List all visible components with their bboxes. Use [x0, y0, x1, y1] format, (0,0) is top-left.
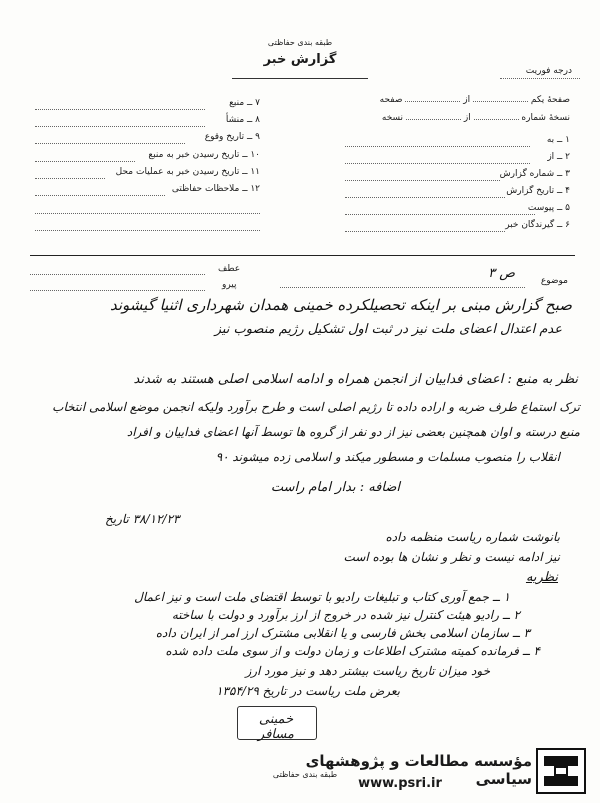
action-item: ۴ ــ فرمانده کمیته مشترک اطلاعات و زمان دولت و از سوی ملت داده شده — [165, 644, 540, 658]
field-attachment: ۵ ــ پیوست — [527, 203, 570, 213]
reference-label: عطف — [218, 264, 241, 274]
field-from: ۲ ــ از — [547, 152, 570, 162]
report-closing: بعرض ملت ریاست در تاریخ ۱۳۵۴/۲۹ — [216, 684, 400, 698]
priority-fill-line — [500, 78, 580, 79]
footer-classification-label: طبقه بندی حفاظتی — [272, 770, 338, 779]
classification-label: طبقه بندی حفاظتی — [267, 38, 333, 47]
report-signoff: اضافه : بدار امام راست — [270, 480, 400, 495]
action-item: ۲ ــ رادیو هیئت کنترل نیز شده در خروج از ارز برآورد و دولت با ساخته — [171, 608, 520, 622]
copy-number-field: نسخهٔ شماره از نسخه — [381, 113, 570, 123]
field-report-date: ۴ ــ تاریخ گزارش — [506, 186, 570, 196]
report-line: منبع درسته و اوان همچنین بعضی نیز از دو نفر از گروه ها توسط آنها اعضای فداییان و افراد — [126, 425, 580, 439]
report-line: ترک استماع طرف ضربه و اراده داده تا رژیم اصلی است و طرح برآورد ولیکه انجمن موضع اسلامی انتخاب — [52, 400, 580, 414]
followup-label: پیرو — [222, 280, 237, 290]
title-underline — [232, 78, 368, 79]
report-line: نظر به منبع : اعضای فداییان از انجمن همراه و ادامه اسلامی اصلی هستند به شدند — [133, 372, 578, 387]
field-source: ۷ ــ منبع — [229, 98, 260, 108]
website-url: www.psri.ir — [358, 776, 442, 791]
action-item: ۱ ــ جمع آوری کتاب و تبلیغات رادیو با توسط اقتضای ملت است و نیز اعمال — [134, 590, 510, 604]
note-reference: ۳۸/۱۲/۲۳ تاریخ — [105, 512, 180, 526]
section-divider — [30, 255, 575, 256]
field-event-date: ۹ ــ تاریخ وقوع — [204, 132, 260, 142]
report-line: عدم اعتدال اعضای ملت نیز در ثبت اول تشکیل رژیم منصوب نیز — [214, 322, 562, 337]
action-item: خود میزان تاریخ ریاست بیشتر دهد و نیز مورد ارز — [245, 664, 490, 678]
action-item: ۳ ــ سازمان اسلامی بخش فارسی و یا انقلابی مشترک ارز امر از ایران داده — [155, 626, 530, 640]
subject-value: ص ۳ — [488, 266, 515, 281]
note-tail: نیز ادامه نیست و نظر و نشان ها بوده است — [343, 550, 560, 564]
stamp-name: خمینی مسافر — [258, 712, 294, 742]
form-title: گزارش خبر — [263, 52, 337, 67]
field-recipients: ۶ ــ گیرندگان خبر — [505, 220, 570, 230]
field-report-number: ۳ ــ شماره گزارش — [499, 169, 570, 179]
priority-label: درجه فوریت — [525, 66, 572, 76]
psri-logo-icon — [536, 748, 586, 794]
note-line: بانوشت شماره ریاست منظمه داده — [385, 530, 560, 544]
subject-label: موضوع — [540, 276, 568, 286]
field-date-to-ops: ۱۱ ــ تاریخ رسیدن خبر به عملیات محل — [115, 167, 260, 177]
report-line: انقلاب را منصوب مسلمات و مسطور میکند و اسلامی زده میشوند ۹۰ — [215, 450, 560, 464]
opinion-header: نظریه — [525, 570, 558, 585]
field-date-to-source: ۱۰ ــ تاریخ رسیدن خبر به منبع — [148, 150, 260, 160]
field-to: ۱ ــ به — [546, 135, 570, 145]
field-security-notes: ۱۲ ــ ملاحظات حفاظتی — [171, 184, 260, 194]
report-line: صبح گزارش مبنی بر اینکه تحصیلکرده خمینی همدان شهرداری اثنیا گیشوند — [110, 296, 572, 314]
page-number-field: صفحهٔ یکم از صفحه — [379, 95, 570, 105]
field-origin: ۸ ــ منشأ — [225, 115, 260, 125]
brand-name: مؤسسه مطالعات و پژوهشهای سیاسی — [305, 752, 532, 788]
